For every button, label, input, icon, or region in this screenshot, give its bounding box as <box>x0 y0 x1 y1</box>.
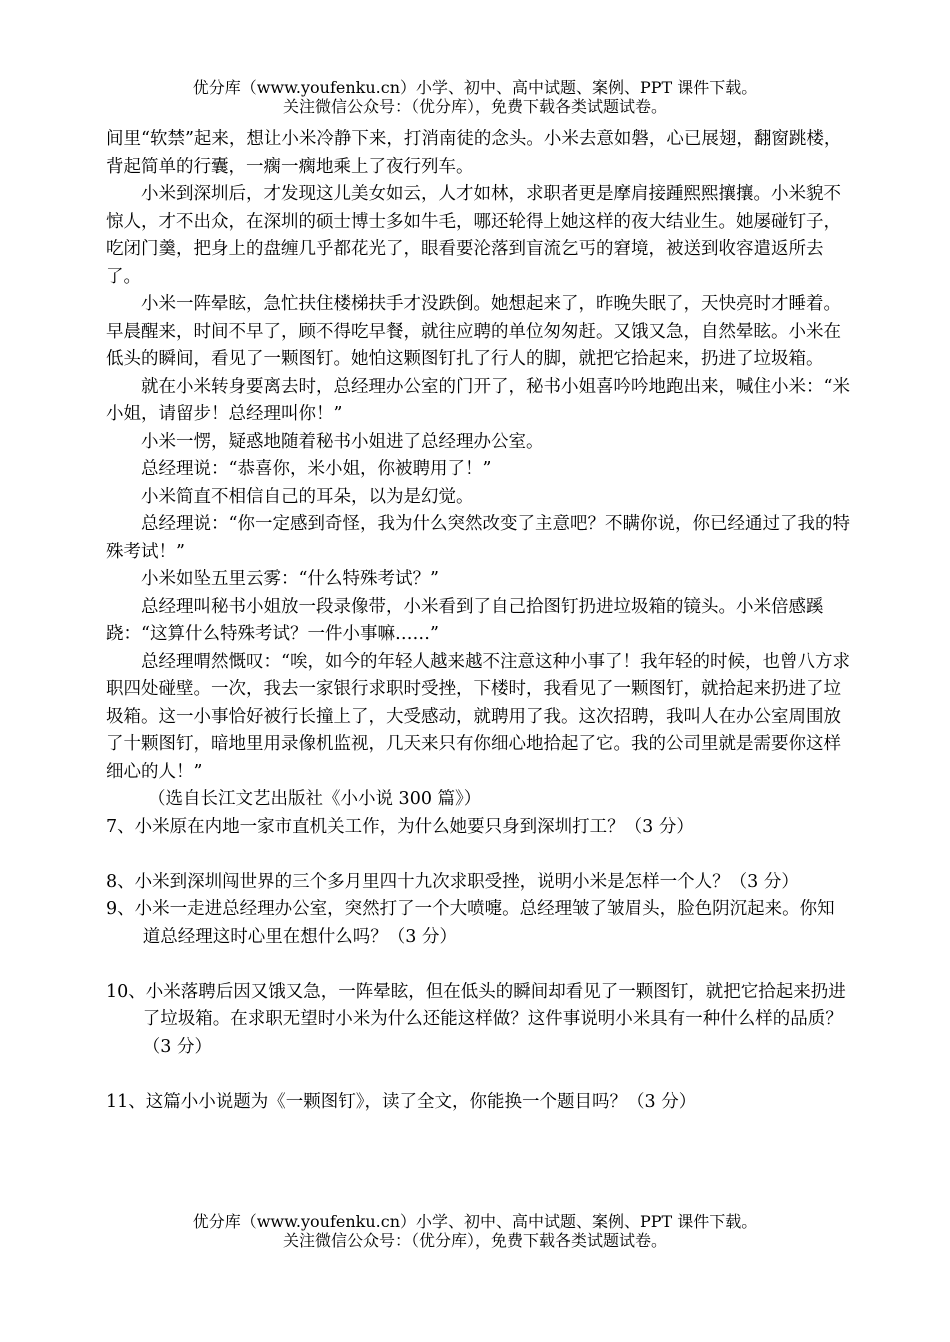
question-8: 8、小米到深圳闯世界的三个多月里四十九次求职受挫，说明小米是怎样一个人？（3 分） <box>106 871 799 892</box>
question-10: 10、小米落聘后因又饿又急，一阵晕眩，但在低头的瞬间却看见了一颗图钉，就把它拾起来扔进了垃圾箱。在求职无望时小米为什么还能这样做？这件事说明小米具有一种什么样的品质？（3 分） <box>106 981 846 1057</box>
story-paragraph: 总经理叫秘书小姐放一段录像带，小米看到了自己拾图钉扔进垃圾箱的镜头。小米倍感蹊跷：“这算什么特殊考试？一件小事嘛……” <box>106 596 824 644</box>
footer-line-2: 关注微信公众号：（优分库），免费下载各类试题试卷。 <box>282 1231 667 1250</box>
story-paragraph: 总经理说：“你一定感到奇怪，我为什么突然改变了主意吧？不瞒你说，你已经通过了我的特殊考试！” <box>106 514 850 562</box>
story-paragraph: 间里“软禁”起来，想让小米冷静下来，打消南徒的念头。小米去意如磐，心已展翅，翻窗跳楼，背起简单的行囊，一瘸一瘸地乘上了夜行列车。 <box>106 129 842 177</box>
story-paragraph: 总经理说：“恭喜你，米小姐，你被聘用了！” <box>141 459 492 479</box>
story-paragraph: 小米一阵晕眩，急忙扶住楼梯扶手才没跌倒。她想起来了，昨晚失眠了，天快亮时才睡着。早晨醒来，时间不早了，顾不得吃早餐，就往应聘的单位匆匆赶。又饿又急，自然晕眩。小米在低头的瞬间，看见了一颗图钉。她怕这颗图钉扎了行人的脚，就把它拾起来，扔进了垃圾箱。 <box>106 294 841 369</box>
answer-space <box>106 841 852 869</box>
question-7: 7、小米原在内地一家市直机关工作，为什么她要只身到深圳打工？（3 分） <box>106 816 694 837</box>
answer-space <box>106 951 852 979</box>
story-paragraph: 小米一愣，疑惑地随着秘书小姐进了总经理办公室。 <box>141 431 544 452</box>
story-paragraph: 小米简直不相信自己的耳朵，以为是幻觉。 <box>141 486 474 507</box>
story-paragraph: 小米如坠五里云雾：“什么特殊考试？” <box>141 569 439 589</box>
header-line-1: 优分库（www.youfenku.cn）小学、初中、高中试题、案例、PPT 课件下载。 <box>192 78 758 97</box>
page-footer <box>0 1212 950 1250</box>
story-paragraph: 小米到深圳后，才发现这儿美女如云，人才如林，求职者更是摩肩接踵熙熙攘攘。小米貌不惊人，才不出众，在深圳的硕士博士多如牛毛，哪还轮得上她这样的夜大结业生。她屡碰钉子，吃闭门羹，把身上的盘缠几乎都花光了，眼看要沦落到盲流乞丐的窘境，被送到收容遣返所去了。 <box>106 184 841 287</box>
question-11: 11、这篇小小说题为《一颗图钉》，读了全文，你能换一个题目吗？（3 分） <box>106 1091 697 1112</box>
header-line-2: 关注微信公众号：（优分库），免费下载各类试题试卷。 <box>282 97 667 116</box>
footer-line-1: 优分库（www.youfenku.cn）小学、初中、高中试题、案例、PPT 课件下载。 <box>192 1212 758 1231</box>
document-body <box>106 126 852 1116</box>
story-citation: （选自长江文艺出版社《小小说 300 篇》） <box>148 789 482 809</box>
question-9: 9、小米一走进总经理办公室，突然打了一个大喷嚏。总经理皱了皱眉头，脸色阴沉起来。你知道总经理这时心里在想什么吗？（3 分） <box>106 899 835 947</box>
story-paragraph: 就在小米转身要离去时，总经理办公室的门开了，秘书小姐喜吟吟地跑出来，喊住小米：“米小姐，请留步！总经理叫你！” <box>106 376 850 424</box>
page-header <box>0 78 950 116</box>
answer-space <box>106 1061 852 1089</box>
story-paragraph: 总经理喟然慨叹：“唉，如今的年轻人越来越不注意这种小事了！我年轻的时候，也曾八方求职四处碰壁。一次，我去一家银行求职时受挫，下楼时，我看见了一颗图钉，就拾起来扔进了垃圾箱。这一小事恰好被行长撞上了，大受感动，就聘用了我。这次招聘，我叫人在办公室周围放了十颗图钉，暗地里用录像机监视，几天来只有你细心地拾起了它。我的公司里就是需要你这样细心的人！” <box>106 651 850 782</box>
